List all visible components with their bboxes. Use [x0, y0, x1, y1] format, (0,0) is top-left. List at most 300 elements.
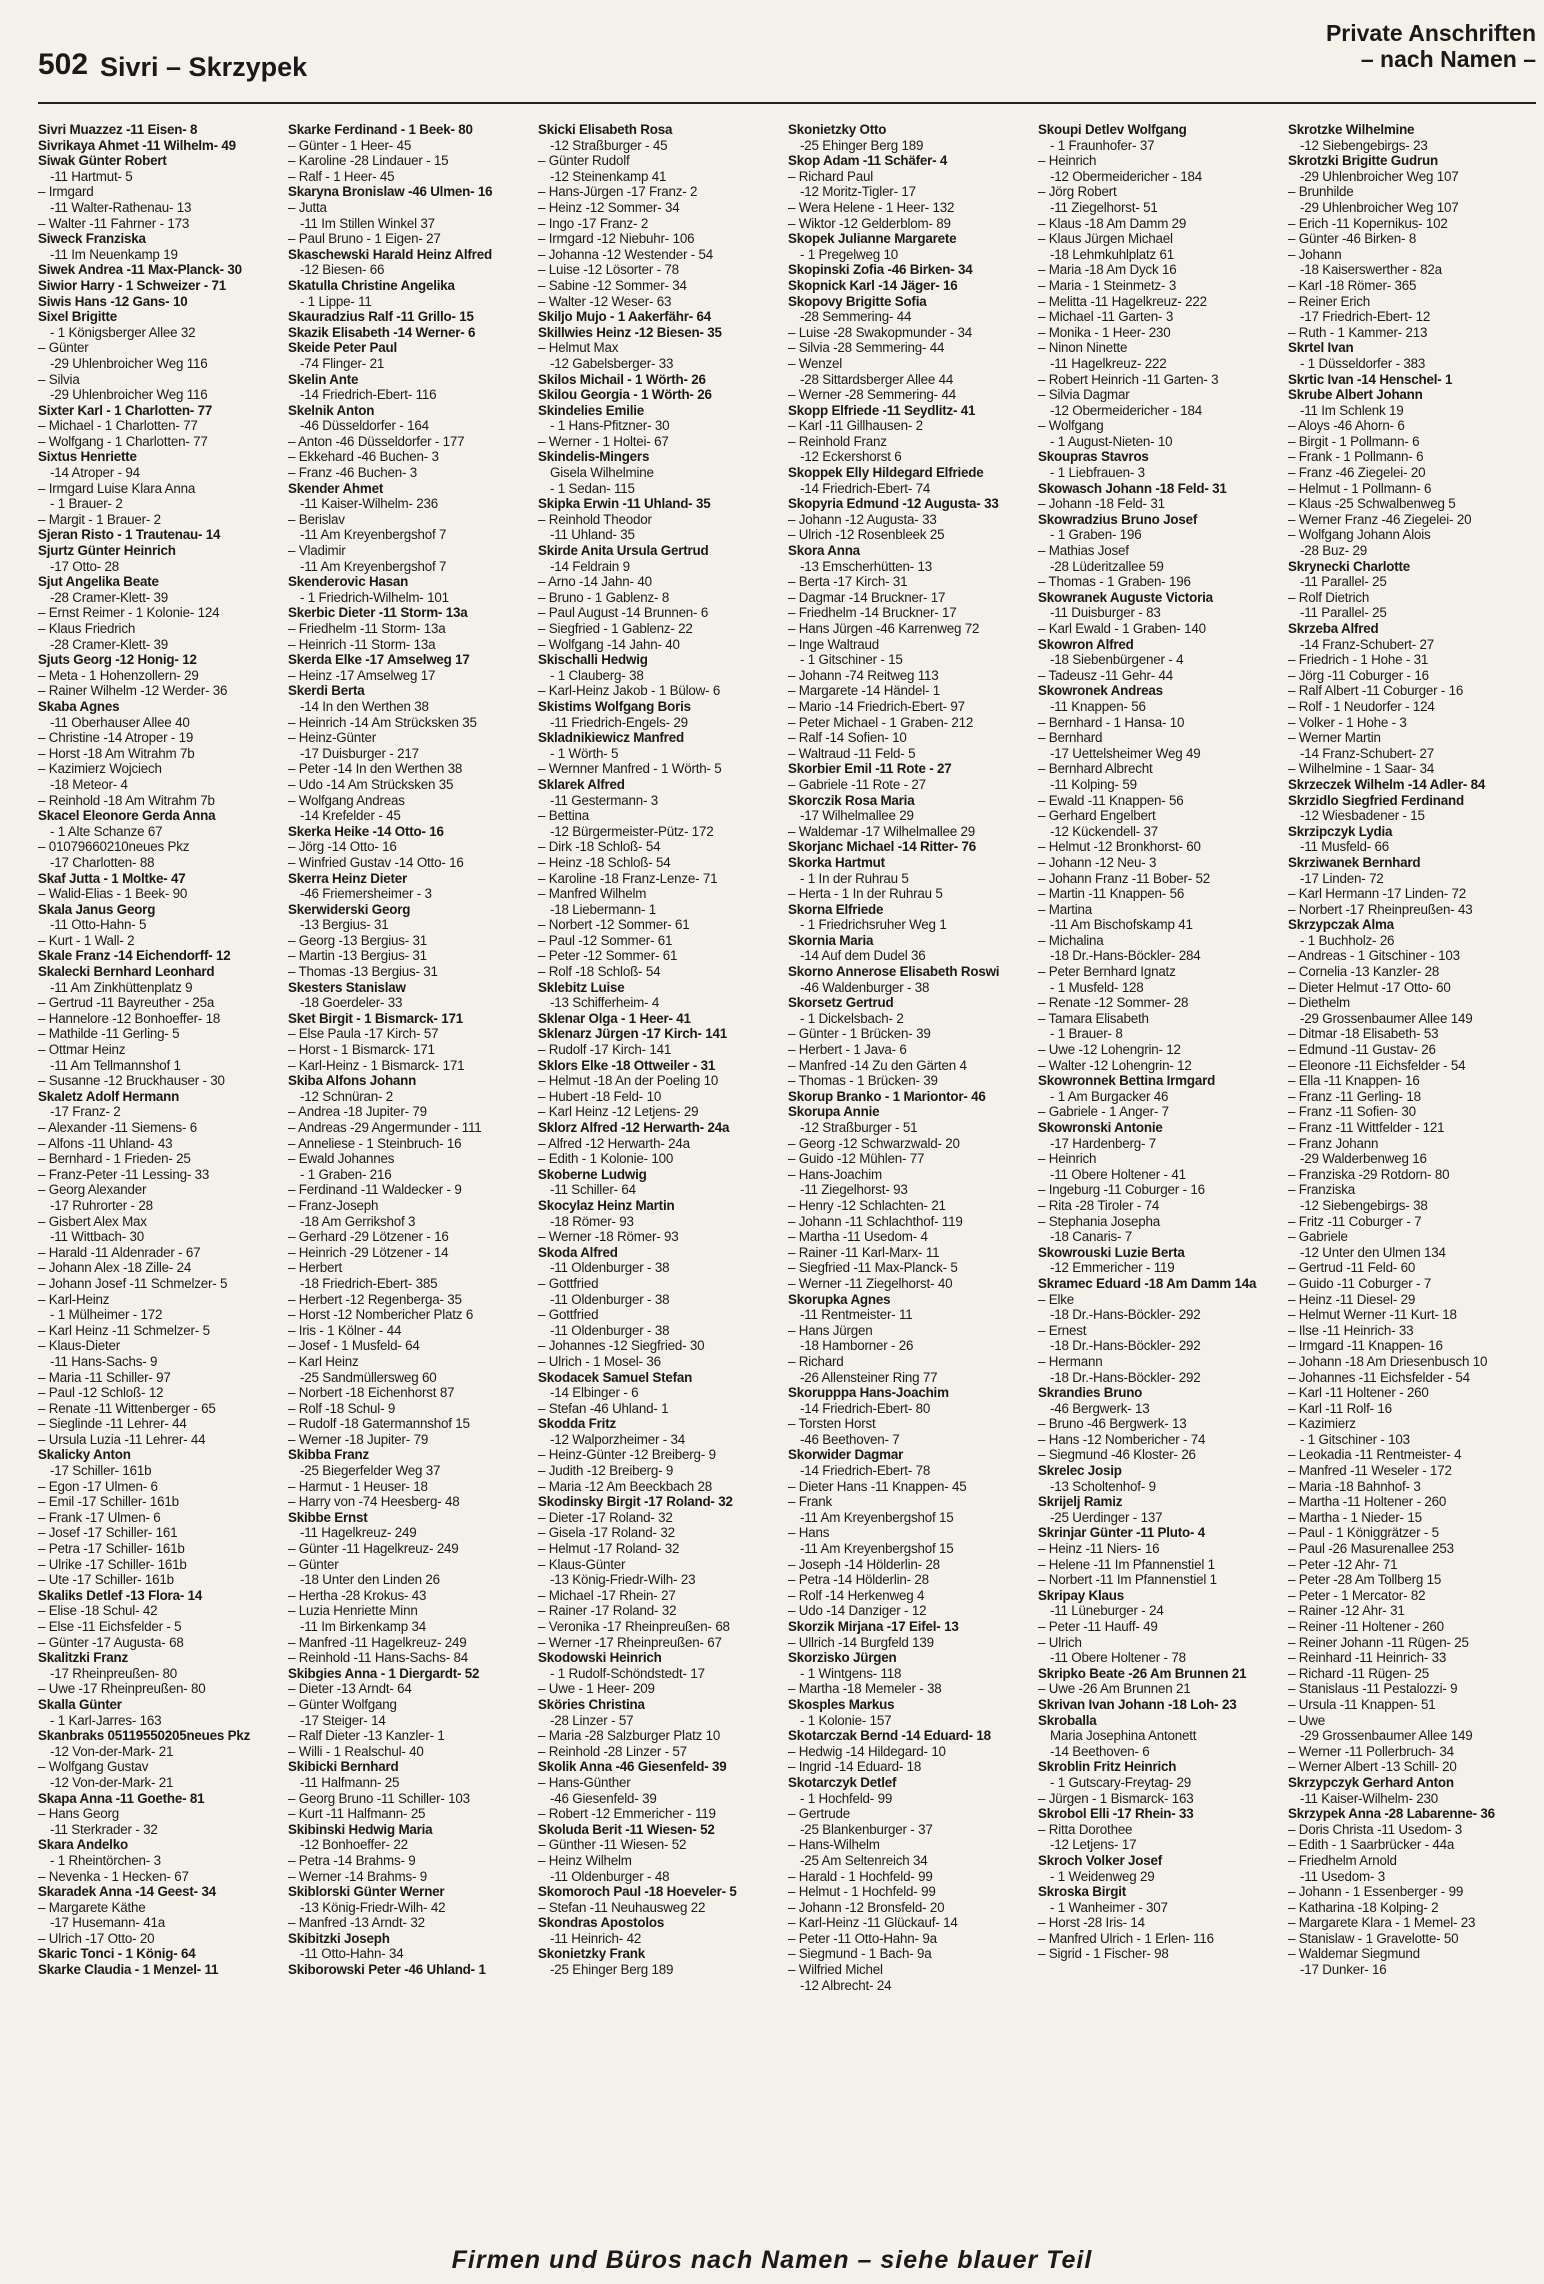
directory-entry: – Maria -18 Am Dyck 16: [1038, 262, 1177, 278]
directory-entry: – Gabriele -11 Rote - 27: [788, 776, 926, 792]
directory-entry: – Günter - 1 Heer- 45: [288, 137, 412, 153]
directory-entry: – Irmgard -12 Niebuhr- 106: [538, 231, 695, 247]
directory-entry: Skorupa Annie: [788, 1104, 880, 1120]
directory-entry: -46 Düsseldorfer - 164: [300, 418, 429, 434]
directory-entry: Skrynecki Charlotte: [1288, 558, 1410, 574]
directory-entry: – Richard Paul: [788, 168, 874, 184]
directory-entry: Skladnikiewicz Manfred: [538, 730, 684, 746]
directory-entry: Skopinski Zofia -46 Birken- 34: [788, 262, 973, 278]
directory-entry: Skornia Maria: [788, 932, 874, 948]
directory-entry: Skale Franz -14 Eichendorff- 12: [38, 948, 231, 964]
directory-entry: - 1 Lippe- 11: [300, 293, 372, 309]
directory-entry: – Judith -12 Breiberg- 9: [538, 1463, 674, 1479]
directory-entry: -14 Beethoven- 6: [1050, 1743, 1150, 1759]
directory-entry: – Franz Johann: [1288, 1135, 1379, 1151]
directory-entry: - 1 Dickelsbach- 2: [800, 1010, 904, 1026]
directory-entry: Sivri Muazzez -11 Eisen- 8: [38, 122, 198, 137]
directory-entry: – Gertrude: [788, 1806, 851, 1822]
directory-entry: -46 Beethoven- 7: [800, 1431, 900, 1447]
directory-entry: – Horst -12 Nombericher Platz 6: [288, 1307, 474, 1323]
directory-entry: -18 Unter den Linden 26: [300, 1572, 440, 1588]
directory-entry: – Siegfried -11 Max-Planck- 5: [788, 1260, 958, 1276]
directory-entry: -46 Waldenburger - 38: [800, 979, 930, 995]
directory-entry: - 1 Graben- 216: [300, 1166, 392, 1182]
directory-entry: -18 Römer- 93: [550, 1213, 634, 1229]
directory-entry: -14 In den Werthen 38: [300, 698, 429, 714]
directory-entry: Skrinjar Günter -11 Pluto- 4: [1038, 1525, 1206, 1541]
directory-entry: – Hans Jürgen -46 Karrenweg 72: [788, 621, 980, 636]
directory-entry: – Heinz -12 Sommer- 34: [538, 199, 680, 215]
directory-entry: – Ferdinand -11 Waldecker - 9: [288, 1182, 462, 1198]
directory-entry: – Wera Helene - 1 Heer- 132: [788, 199, 955, 215]
directory-entry: -29 Walderbenweg 16: [1300, 1151, 1427, 1167]
directory-entry: – Franz -11 Gerling- 18: [1288, 1088, 1421, 1104]
directory-entry: – Petra -14 Brahms- 9: [288, 1852, 416, 1868]
directory-entry: – Karl -18 Römer- 365: [1288, 277, 1417, 293]
directory-entry: – Paul August -14 Brunnen- 6: [538, 605, 709, 621]
directory-entry: Sivrikaya Ahmet -11 Wilhelm- 49: [38, 137, 236, 153]
directory-entry: -11 Oldenburger - 38: [550, 1260, 670, 1276]
directory-entry: – Wiktor -12 Gelderblom- 89: [788, 215, 951, 231]
directory-entry: – Klaus Jürgen Michael: [1038, 231, 1173, 247]
directory-entry: – Günter -17 Augusta- 68: [38, 1634, 184, 1650]
directory-entry: – Norbert -18 Eichenhorst 87: [288, 1385, 455, 1401]
directory-entry: – Günther -11 Wiesen- 52: [538, 1837, 687, 1853]
directory-entry: -26 Allensteiner Ring 77: [800, 1369, 938, 1385]
directory-entry: -11 Lüneburger - 24: [1050, 1603, 1164, 1619]
directory-entry: -18 Kaiserswerther - 82a: [1300, 262, 1442, 278]
directory-entry: Skicki Elisabeth Rosa: [538, 122, 673, 137]
directory-entry: – Ottmar Heinz: [38, 1042, 126, 1058]
directory-entry: – Reinhold Theodor: [538, 511, 652, 527]
directory-entry: -11 Heinrich- 42: [550, 1930, 642, 1946]
directory-entry: Skibitzki Joseph: [288, 1930, 390, 1946]
directory-entry: – Brunhilde: [1288, 184, 1354, 200]
directory-entry: – Dieter Helmut -17 Otto- 60: [1288, 979, 1451, 995]
directory-entry: Skiblorski Günter Werner: [288, 1884, 445, 1900]
directory-entry: – Edith - 1 Kolonie- 100: [538, 1151, 674, 1167]
directory-entry: – Peter Bernhard Ignatz: [1038, 964, 1176, 980]
directory-entry: - 1 Am Burgacker 46: [1050, 1088, 1169, 1104]
directory-entry: Skopyria Edmund -12 Augusta- 33: [788, 496, 999, 512]
directory-entry: – Heinrich -14 Am Strücksken 35: [288, 714, 477, 730]
directory-entry: -11 Im Stillen Winkel 37: [300, 215, 435, 231]
directory-entry: – Peter -28 Am Tollberg 15: [1288, 1572, 1442, 1588]
directory-entry: -29 Uhlenbroicher Weg 107: [1300, 199, 1459, 215]
directory-entry: -18 Goerdeler- 33: [300, 995, 403, 1011]
directory-entry: – Petra -17 Schiller- 161b: [38, 1541, 185, 1557]
directory-entry: Sklors Elke -18 Ottweiler - 31: [538, 1057, 716, 1073]
directory-entry: -46 Bergwerk- 13: [1050, 1400, 1150, 1416]
directory-entry: Sixtus Henriette: [38, 449, 137, 465]
directory-entry: – Werner -11 Ziegelhorst- 40: [788, 1275, 953, 1291]
directory-entry: Skelin Ante: [288, 371, 359, 387]
directory-entry: – Hans Georg: [38, 1806, 119, 1822]
directory-entry: – Martha -11 Usedom- 4: [788, 1229, 928, 1245]
directory-entry: – Margarete Klara - 1 Memel- 23: [1288, 1915, 1476, 1931]
directory-entry: Skipka Erwin -11 Uhland- 35: [538, 496, 711, 512]
directory-entry: – Helene -11 Im Pfannenstiel 1: [1038, 1556, 1215, 1572]
directory-entry: Skorupppa Hans-Joachim: [788, 1385, 949, 1401]
directory-entry: Skrijelj Ramiz: [1038, 1494, 1123, 1510]
directory-column-5: [1038, 122, 1274, 2228]
directory-entry: – Harmut - 1 Heuser- 18: [288, 1478, 428, 1494]
directory-entry: Skalicky Anton: [38, 1447, 131, 1463]
directory-entry: -12 Unter den Ulmen 134: [1300, 1244, 1446, 1260]
directory-entry: – Harald -11 Aldenrader - 67: [38, 1244, 201, 1260]
directory-entry: – Birgit - 1 Pollmann- 6: [1288, 433, 1420, 449]
directory-entry: – Ritta Dorothee: [1038, 1821, 1133, 1837]
directory-entry: Skilou Georgia - 1 Wörth- 26: [538, 387, 712, 403]
directory-entry: – Edmund -11 Gustav- 26: [1288, 1042, 1436, 1058]
directory-entry: -74 Flinger- 21: [300, 355, 385, 371]
directory-entry: – Ulrich: [1038, 1634, 1082, 1650]
directory-entry: – Monika - 1 Heer- 230: [1038, 324, 1171, 340]
directory-entry: – Ulrike -17 Schiller- 161b: [38, 1556, 187, 1572]
directory-entry: Skibgies Anna - 1 Diergardt- 52: [288, 1665, 480, 1681]
directory-entry: – Guido -12 Mühlen- 77: [788, 1151, 925, 1167]
directory-entry: – Rainer Wilhelm -12 Werder- 36: [38, 683, 228, 699]
directory-entry: Skoupi Detlev Wolfgang: [1038, 122, 1187, 137]
directory-entry: – Udo -14 Am Strücksken 35: [288, 776, 454, 792]
directory-entry: – Margit - 1 Brauer- 2: [38, 511, 161, 527]
directory-entry: – Gisela -17 Roland- 32: [538, 1525, 675, 1541]
directory-entry: – Heinrich -11 Storm- 13a: [288, 636, 436, 652]
directory-entry: – Werner -28 Semmering- 44: [788, 387, 956, 403]
directory-entry: -11 Am Kreyenbergshof 7: [300, 527, 447, 543]
directory-entry: - 1 Kolonie- 157: [800, 1712, 892, 1728]
directory-entry: -11 Otto-Hahn- 5: [50, 917, 147, 933]
directory-entry: – Hermann: [1038, 1353, 1103, 1369]
directory-entry: Skroch Volker Josef: [1038, 1852, 1162, 1868]
directory-entry: Skrelec Josip: [1038, 1463, 1122, 1479]
directory-entry: – Franziska -29 Rotdorn- 80: [1288, 1166, 1450, 1182]
directory-entry: Skerra Heinz Dieter: [288, 870, 408, 886]
directory-entry: – Kurt - 1 Wall- 2: [38, 932, 135, 948]
section-title-line-1: Private Anschriften: [1325, 20, 1536, 46]
directory-entry: – Ilse -11 Heinrich- 33: [1288, 1322, 1414, 1338]
directory-entry: – Ewald Johannes: [288, 1151, 395, 1167]
directory-entry: – Martha -18 Memeler - 38: [788, 1681, 942, 1697]
directory-entry: – Waldemar -17 Wilhelmallee 29: [788, 823, 976, 839]
directory-entry: – Reinhold Franz: [788, 433, 887, 449]
directory-entry: - 1 August-Nieten- 10: [1050, 433, 1173, 449]
directory-entry: – Peter -11 Hauff- 49: [1038, 1619, 1158, 1634]
directory-entry: Skirde Anita Ursula Gertrud: [538, 543, 709, 559]
directory-entry: -17 Hardenberg- 7: [1050, 1135, 1157, 1151]
directory-entry: Skorzik Mirjana -17 Eifel- 13: [788, 1619, 959, 1634]
directory-entry: -14 Franz-Schubert- 27: [1300, 636, 1435, 652]
directory-entry: - 1 Clauberg- 38: [550, 667, 644, 683]
directory-column-1: [38, 122, 274, 2228]
directory-entry: – Michael - 1 Charlotten- 77: [38, 418, 198, 434]
directory-entry: Skaryna Bronislaw -46 Ulmen- 16: [288, 184, 493, 200]
directory-entry: – Rudolf -18 Gatermannshof 15: [288, 1416, 470, 1432]
directory-entry: – Wolfgang: [1038, 418, 1104, 434]
directory-entry: – Herbert -12 Regenberga- 35: [288, 1291, 462, 1307]
directory-entry: -25 Ehinger Berg 189: [800, 137, 924, 153]
directory-entry: – Richard: [788, 1353, 844, 1369]
directory-entry: – Wenzel: [788, 355, 842, 371]
directory-entry: – Jutta: [288, 199, 327, 215]
directory-entry: -25 Uerdinger - 137: [1050, 1509, 1163, 1525]
directory-entry: -18 Liebermann- 1: [550, 901, 657, 917]
directory-entry: -12 Albrecht- 24: [800, 1977, 892, 1993]
directory-entry: -11 Obere Holtener - 41: [1050, 1166, 1186, 1182]
directory-entry: – Fritz -11 Coburger - 7: [1288, 1213, 1422, 1229]
directory-entry: – Waltraud -11 Feld- 5: [788, 745, 916, 761]
directory-entry: – Karl-Heinz Jakob - 1 Bülow- 6: [538, 683, 721, 699]
directory-entry: -29 Grossenbaumer Allee 149: [1300, 1010, 1473, 1026]
directory-entry: - 1 Rudolf-Schöndstedt- 17: [550, 1665, 705, 1681]
directory-entry: – Wolfgang Gustav: [38, 1759, 149, 1775]
directory-entry: – Herbert: [288, 1260, 343, 1276]
directory-column-4: [788, 122, 1024, 2228]
directory-entry: – Bernhard Albrecht: [1038, 761, 1153, 777]
directory-entry: – Irmgard: [38, 184, 94, 200]
directory-entry: – Rolf -18 Schul- 9: [288, 1400, 396, 1416]
directory-entry: -11 Uhland- 35: [550, 527, 635, 543]
directory-entry: – Günter -11 Hagelkreuz- 249: [288, 1541, 459, 1557]
directory-entry: -11 Kaiser-Wilhelm- 230: [1300, 1790, 1439, 1806]
directory-entry: – Heinrich: [1038, 153, 1097, 169]
directory-entry: – Karl Ewald - 1 Graben- 140: [1038, 621, 1206, 636]
directory-entry: -18 Dr.-Hans-Böckler- 292: [1050, 1338, 1201, 1354]
directory-entry: -12 Walporzheimer - 34: [550, 1431, 686, 1447]
directory-entry: - 1 Rheintörchen- 3: [50, 1852, 161, 1868]
directory-entry: – Rainer -12 Ahr- 31: [1288, 1603, 1405, 1619]
directory-entry: -18 Meteor- 4: [50, 776, 128, 792]
directory-entry: Skramec Eduard -18 Am Damm 14a: [1038, 1275, 1257, 1291]
directory-entry: – Mathilde -11 Gerling- 5: [38, 1026, 180, 1042]
directory-entry: – Thomas -13 Bergius- 31: [288, 964, 438, 980]
directory-entry: – Maria - 1 Steinmetz- 3: [1038, 277, 1177, 293]
directory-entry: – Udo -14 Danziger - 12: [788, 1603, 927, 1619]
directory-entry: -18 Canaris- 7: [1050, 1229, 1133, 1245]
directory-entry: -11 Oberhauser Allee 40: [50, 714, 190, 730]
directory-entry: Sköries Christina: [538, 1696, 645, 1712]
directory-entry: Skoberne Ludwig: [538, 1166, 647, 1182]
directory-entry: – Aloys -46 Ahorn- 6: [1288, 418, 1405, 434]
directory-entry: – Helmut - 1 Hochfeld- 99: [788, 1884, 936, 1900]
section-title: [1326, 20, 1536, 72]
directory-entry: – Michael -17 Rhein- 27: [538, 1587, 676, 1603]
directory-entry: -12 Wiesbadener - 15: [1300, 808, 1425, 824]
directory-entry: Skocylaz Heinz Martin: [538, 1197, 675, 1213]
directory-entry: Skaba Agnes: [38, 698, 120, 714]
directory-entry: -11 Am Kreyenbergshof 15: [800, 1509, 954, 1525]
directory-entry: – Paul -12 Schloß- 12: [38, 1385, 164, 1401]
directory-entry: – Karl-Heinz -11 Glückauf- 14: [788, 1915, 958, 1931]
directory-entry: Skischalli Hedwig: [538, 652, 648, 668]
directory-entry: Skiborowski Peter -46 Uhland- 1: [288, 1962, 486, 1978]
directory-entry: -25 Sandmüllersweg 60: [300, 1369, 437, 1385]
directory-entry: – Siegmund -46 Kloster- 26: [1038, 1447, 1196, 1463]
directory-entry: – Reinhold -28 Linzer - 57: [538, 1743, 687, 1759]
directory-entry: -13 König-Friedr-Wilh- 23: [550, 1572, 696, 1588]
directory-entry: Skeide Peter Paul: [288, 340, 397, 356]
directory-entry: – Manfred Ulrich - 1 Erlen- 116: [1038, 1930, 1214, 1946]
directory-entry: – Johann: [1288, 246, 1342, 262]
directory-entry: – Ditmar -18 Elisabeth- 53: [1288, 1026, 1439, 1042]
directory-entry: -17 Friedrich-Ebert- 12: [1300, 309, 1431, 325]
directory-entry: -11 Obere Holtener - 78: [1050, 1650, 1186, 1666]
directory-entry: Skroballa: [1038, 1712, 1097, 1728]
directory-entry: -28 Lüderitzallee 59: [1050, 558, 1164, 574]
directory-entry: -18 Friedrich-Ebert- 385: [300, 1275, 438, 1291]
directory-entry: -12 Obermeidericher - 184: [1050, 168, 1203, 184]
directory-entry: – Johann Alex -18 Zille- 24: [38, 1260, 192, 1276]
directory-entry: -17 Charlotten- 88: [50, 854, 155, 870]
directory-entry: – Peter -11 Otto-Hahn- 9a: [788, 1930, 937, 1946]
directory-entry: Skroblin Fritz Heinrich: [1038, 1759, 1177, 1775]
directory-entry: – Ekkehard -46 Buchen- 3: [288, 449, 439, 465]
directory-entry: – Manfred Wilhelm: [538, 886, 647, 902]
directory-entry: Skodda Fritz: [538, 1416, 616, 1432]
directory-column-6: [1288, 122, 1524, 2228]
directory-entry: – Rolf Dietrich: [1288, 589, 1370, 605]
directory-entry: -11 Parallel- 25: [1300, 605, 1387, 621]
directory-entry: Skatulla Christine Angelika: [288, 277, 455, 293]
directory-entry: -13 Schifferheim- 4: [550, 995, 660, 1011]
directory-entry: – Ralf -14 Sofien- 10: [788, 730, 907, 746]
directory-entry: – Eleonore -11 Eichsfelder - 54: [1288, 1057, 1466, 1073]
directory-entry: Skapa Anna -11 Goethe- 81: [38, 1790, 205, 1806]
directory-entry: – Wolfgang Johann Alois: [1288, 527, 1431, 543]
directory-entry: – Emil -17 Schiller- 161b: [38, 1494, 179, 1510]
directory-entry: – Helmut Max: [538, 340, 619, 356]
directory-entry: -17 Linden- 72: [1300, 870, 1384, 886]
directory-entry: – Werner -14 Brahms- 9: [288, 1868, 427, 1884]
directory-entry: Skacel Eleonore Gerda Anna: [38, 808, 216, 824]
directory-entry: - 1 Wörth- 5: [550, 745, 619, 761]
directory-entry: -14 Auf dem Dudel 36: [800, 948, 926, 964]
directory-entry: – Hedwig -14 Hildegard- 10: [788, 1743, 946, 1759]
directory-entry: Skrtel Ivan: [1288, 340, 1354, 356]
directory-entry: Skroska Birgit: [1038, 1884, 1126, 1900]
directory-entry: – Werner -18 Römer- 93: [538, 1229, 679, 1245]
directory-entry: – Reiner -11 Holtener - 260: [1288, 1619, 1444, 1634]
directory-entry: Skorupka Agnes: [788, 1291, 891, 1307]
directory-entry: – Karl Heinz -12 Letjens- 29: [538, 1104, 699, 1120]
directory-entry: – Helmut -12 Bronkhorst- 60: [1038, 839, 1201, 855]
directory-entry: Skrivan Ivan Johann -18 Loh- 23: [1038, 1696, 1237, 1712]
directory-entry: – Renate -12 Sommer- 28: [1038, 995, 1189, 1011]
directory-entry: Skiljo Mujo - 1 Aakerfähr- 64: [538, 309, 712, 325]
directory-entry: – Heinz -11 Niers- 16: [1038, 1541, 1160, 1557]
directory-entry: Skerwiderski Georg: [288, 901, 411, 917]
directory-entry: – Günter Rudolf: [538, 153, 630, 169]
directory-entry: Skaschewski Harald Heinz Alfred: [288, 246, 492, 262]
directory-entry: - 1 Wintgens- 118: [800, 1665, 902, 1681]
directory-entry: – Gottfried: [538, 1275, 599, 1291]
directory-entry: Skowasch Johann -18 Feld- 31: [1038, 480, 1227, 496]
directory-entry: – Karoline -18 Franz-Lenze- 71: [538, 870, 718, 886]
directory-entry: – Gabriele - 1 Anger- 7: [1038, 1104, 1169, 1120]
directory-entry: – Franz-Peter -11 Lessing- 33: [38, 1166, 210, 1182]
directory-entry: – Andrea -18 Jupiter- 79: [288, 1104, 427, 1120]
directory-entry: – Karl Heinz: [288, 1353, 359, 1369]
directory-entry: – Rita -28 Tiroler - 74: [1038, 1197, 1160, 1213]
directory-entry: Skazik Elisabeth -14 Werner- 6: [288, 324, 476, 340]
directory-entry: -12 Straßburger - 45: [550, 137, 668, 153]
directory-entry: -17 Ruhrorter - 28: [50, 1197, 153, 1213]
directory-entry: – Uwe -17 Rheinpreußen- 80: [38, 1681, 206, 1697]
directory-entry: Skarke Ferdinand - 1 Beek- 80: [288, 122, 473, 137]
page-header: [0, 0, 1544, 96]
directory-entry: Sklorz Alfred -12 Herwarth- 24a: [538, 1120, 730, 1135]
directory-entry: – Dieter -17 Roland- 32: [538, 1509, 673, 1525]
directory-entry: -17 Franz- 2: [50, 1104, 121, 1120]
directory-entry: Skopp Elfriede -11 Seydlitz- 41: [788, 402, 976, 418]
directory-entry: Skerbic Dieter -11 Storm- 13a: [288, 605, 468, 621]
directory-entry: Skopek Julianne Margarete: [788, 231, 957, 247]
directory-entry: -11 Gestermann- 3: [550, 792, 658, 808]
directory-entry: – Silvia Dagmar: [1038, 387, 1130, 403]
directory-entry: – Joseph -14 Hölderlin- 28: [788, 1556, 940, 1572]
directory-entry: – Volker - 1 Hohe - 3: [1288, 714, 1407, 730]
directory-entry: -11 Ziegelhorst- 93: [800, 1182, 908, 1198]
directory-entry: – Georg -12 Schwarzwald- 20: [788, 1135, 960, 1151]
section-title-line-2: – nach Namen –: [1360, 46, 1536, 72]
directory-entry: - 1 Sedan- 115: [550, 480, 635, 496]
directory-entry: Skistims Wolfgang Boris: [538, 698, 691, 714]
directory-entry: – Renate -11 Wittenberger - 65: [38, 1400, 216, 1416]
directory-entry: – Else -11 Eichsfelder - 5: [38, 1619, 182, 1634]
directory-entry: – Kazimierz: [1288, 1416, 1356, 1432]
directory-entry: – Helmut -17 Roland- 32: [538, 1541, 680, 1557]
directory-entry: Skrotzki Brigitte Gudrun: [1288, 153, 1438, 169]
directory-entry: -11 Friedrich-Engels- 29: [550, 714, 688, 730]
directory-entry: Skorup Branko - 1 Mariontor- 46: [788, 1088, 986, 1104]
directory-entry: – Guido -11 Coburger - 7: [1288, 1275, 1432, 1291]
directory-entry: – Wolfgang Andreas: [288, 792, 405, 808]
directory-entry: -17 Wilhelmallee 29: [800, 808, 914, 824]
directory-entry: – Hannelore -12 Bonhoeffer- 18: [38, 1010, 221, 1026]
directory-entry: - 1 Hochfeld- 99: [800, 1790, 893, 1806]
directory-entry: Skrzypczak Alma: [1288, 917, 1394, 933]
directory-entry: – Heinz -18 Schloß- 54: [538, 854, 671, 870]
directory-entry: – Johann Franz -11 Bober- 52: [1038, 870, 1211, 886]
directory-entry: – Ingo -17 Franz- 2: [538, 215, 649, 231]
directory-entry: Skorczik Rosa Maria: [788, 792, 915, 808]
directory-entry: – Wolfgang - 1 Charlotten- 77: [38, 433, 208, 449]
directory-entry: -11 Duisburger - 83: [1050, 605, 1161, 621]
directory-entry: – Frank - 1 Pollmann- 6: [1288, 449, 1424, 465]
directory-entry: – Georg Alexander: [38, 1182, 147, 1198]
page-range-title: Sivri – Skrzypek: [100, 52, 308, 82]
directory-entry: - 1 Pregelweg 10: [800, 246, 899, 262]
directory-entry: Sket Birgit - 1 Bismarck- 171: [288, 1010, 464, 1026]
directory-entry: Skorzisko Jürgen: [788, 1650, 897, 1666]
directory-entry: Skibba Franz: [288, 1447, 369, 1463]
directory-entry: Sixel Brigitte: [38, 309, 118, 325]
directory-entry: – Horst -18 Am Witrahm 7b: [38, 745, 195, 761]
directory-entry: – Ulrich -12 Rosenbleek 25: [788, 527, 945, 543]
directory-entry: Siwis Hans -12 Gans- 10: [38, 293, 188, 309]
directory-entry: Skaric Tonci - 1 König- 64: [38, 1946, 196, 1962]
directory-entry: Skodacek Samuel Stefan: [538, 1369, 693, 1385]
directory-entry: – Robert -12 Emmericher - 119: [538, 1806, 716, 1822]
directory-entry: – Peter -12 Ahr- 71: [1288, 1556, 1398, 1572]
directory-entry: Skripko Beate -26 Am Brunnen 21: [1038, 1665, 1247, 1681]
directory-entry: – Friedhelm Arnold: [1288, 1852, 1397, 1868]
directory-entry: – Heinrich -29 Lötzener - 14: [288, 1244, 449, 1260]
directory-entry: -28 Linzer - 57: [550, 1712, 634, 1728]
directory-entry: – Ninon Ninette: [1038, 340, 1128, 356]
directory-entry: – Manfred -13 Arndt- 32: [288, 1915, 425, 1931]
directory-entry: – Arno -14 Jahn- 40: [538, 574, 652, 590]
